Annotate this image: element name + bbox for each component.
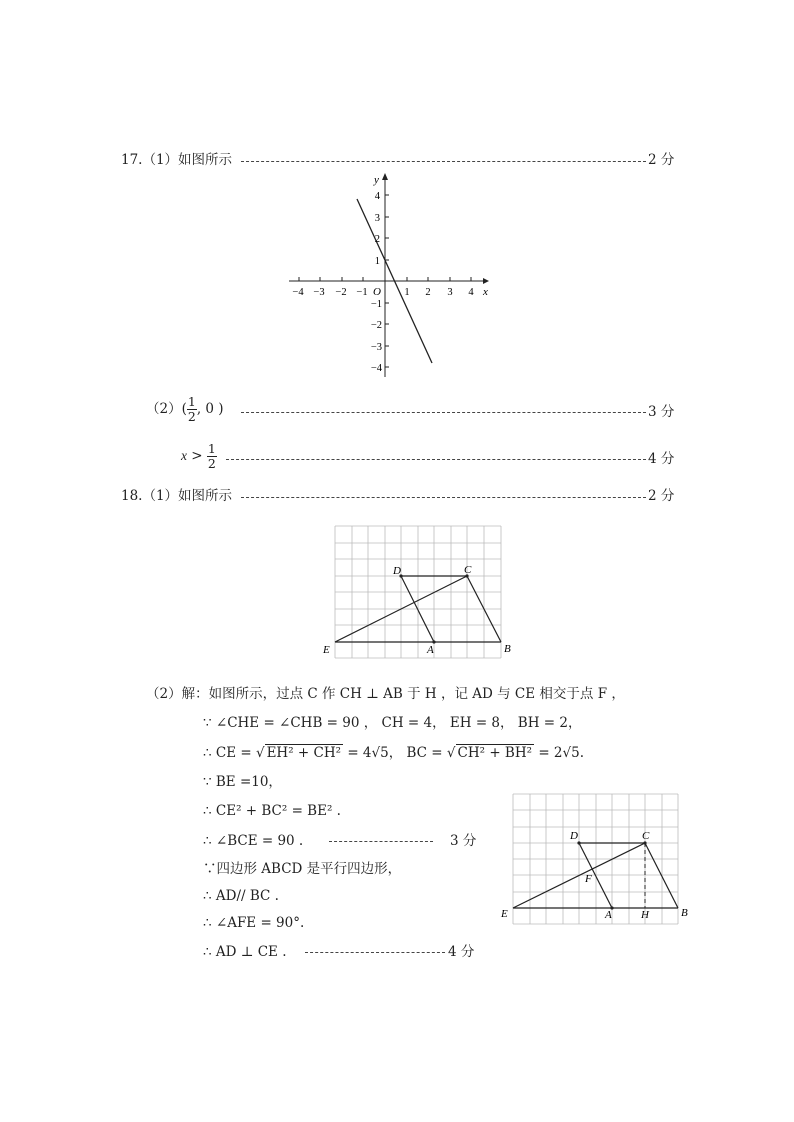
svg-text:H: H [641,909,649,921]
svg-text:F: F [585,873,592,885]
y-tick-labels [371,191,383,374]
q18-part1-label: 18.（1）如图所示 [121,488,233,504]
svg-text:1: 1 [404,287,410,298]
origin-label: O [373,286,381,298]
y-axis-label: y [374,174,379,186]
grid [335,526,501,658]
q18-line-6: ∵四边形 ABCD 是平行四边形， [203,861,402,877]
q18-line-5: ∴ ∠BCE = 90 . [203,833,304,849]
leader-dots [329,841,433,842]
q18-line-1: ∵ ∠CHE = ∠CHB = 90 ， CH = 4， EH = 8， BH = 2， [203,715,582,731]
svg-text:2: 2 [425,287,431,298]
q18-part1-score: 2 分 [648,488,675,504]
leader-dots [241,497,646,498]
x-tick-labels [292,287,474,298]
y-axis-arrow [382,173,388,180]
leader-dots [226,459,646,460]
svg-text:4: 4 [468,287,474,298]
svg-text:D: D [570,830,578,842]
q18-figure-1 [318,520,518,662]
svg-text:−2: −2 [370,320,382,331]
leader-dots [241,161,646,162]
svg-text:E: E [501,908,508,920]
svg-text:3: 3 [374,213,380,224]
q18-figure-2 [498,788,698,930]
q17-part2-answer: （2）( $\frac{1}{2}$ , 0 ) [146,394,224,424]
q18-line-7: ∴ AD// BC . [203,888,279,904]
q18-line-3: ∵ BE =10， [203,774,282,790]
leader-dots [305,952,445,953]
svg-text:C: C [464,564,472,576]
x-axis-arrow [483,278,489,284]
q18-line-5-score: 3 分 [450,833,477,849]
q18-line-9-score: 4 分 [448,944,475,960]
q18-line-4: ∴ CE² + BC² = BE² . [203,803,341,819]
q17-part1-score: 2 分 [648,152,675,168]
q17-part2-score: 3 分 [648,404,675,420]
svg-text:−4: −4 [292,287,304,298]
leader-dots [241,412,646,413]
svg-text:A: A [605,909,612,921]
vertex-labels [500,830,688,921]
q17-coordinate-graph [280,168,495,380]
svg-text:3: 3 [447,287,453,298]
q18-line-2: ∴ CE = √ EH² + CH² = 4√5， BC = √ CH² + BH² = 2√5. [203,745,584,761]
svg-text:B: B [681,907,688,919]
svg-text:−3: −3 [370,342,382,353]
parallelogram-abcd [513,843,678,908]
svg-text:E: E [323,644,330,656]
svg-text:4: 4 [374,191,380,202]
q18-line-8: ∴ ∠AFE = 90°. [203,915,305,931]
q17-inequality-score: 4 分 [648,451,675,467]
svg-text:−1: −1 [356,287,368,298]
svg-text:A: A [427,644,434,656]
svg-text:B: B [504,643,511,655]
svg-text:−3: −3 [313,287,325,298]
svg-text:C: C [642,830,650,842]
svg-text:D: D [393,565,401,577]
q17-part1-label: 17.（1）如图所示 [121,152,233,168]
x-axis-label: x [483,286,488,298]
svg-text:−1: −1 [370,299,382,310]
svg-text:−4: −4 [370,363,382,374]
q17-inequality: x > $\frac{1}{2}$ [181,441,216,471]
svg-text:2: 2 [374,234,380,245]
q18-solution-intro: （2）解：如图所示，过点 C 作 CH ⊥ AB 于 H ，记 AD 与 CE 相交于点 F ， [146,686,625,702]
svg-text:−2: −2 [335,287,347,298]
svg-text:1: 1 [374,256,380,267]
q18-line-9: ∴ AD ⊥ CE . [203,944,287,960]
